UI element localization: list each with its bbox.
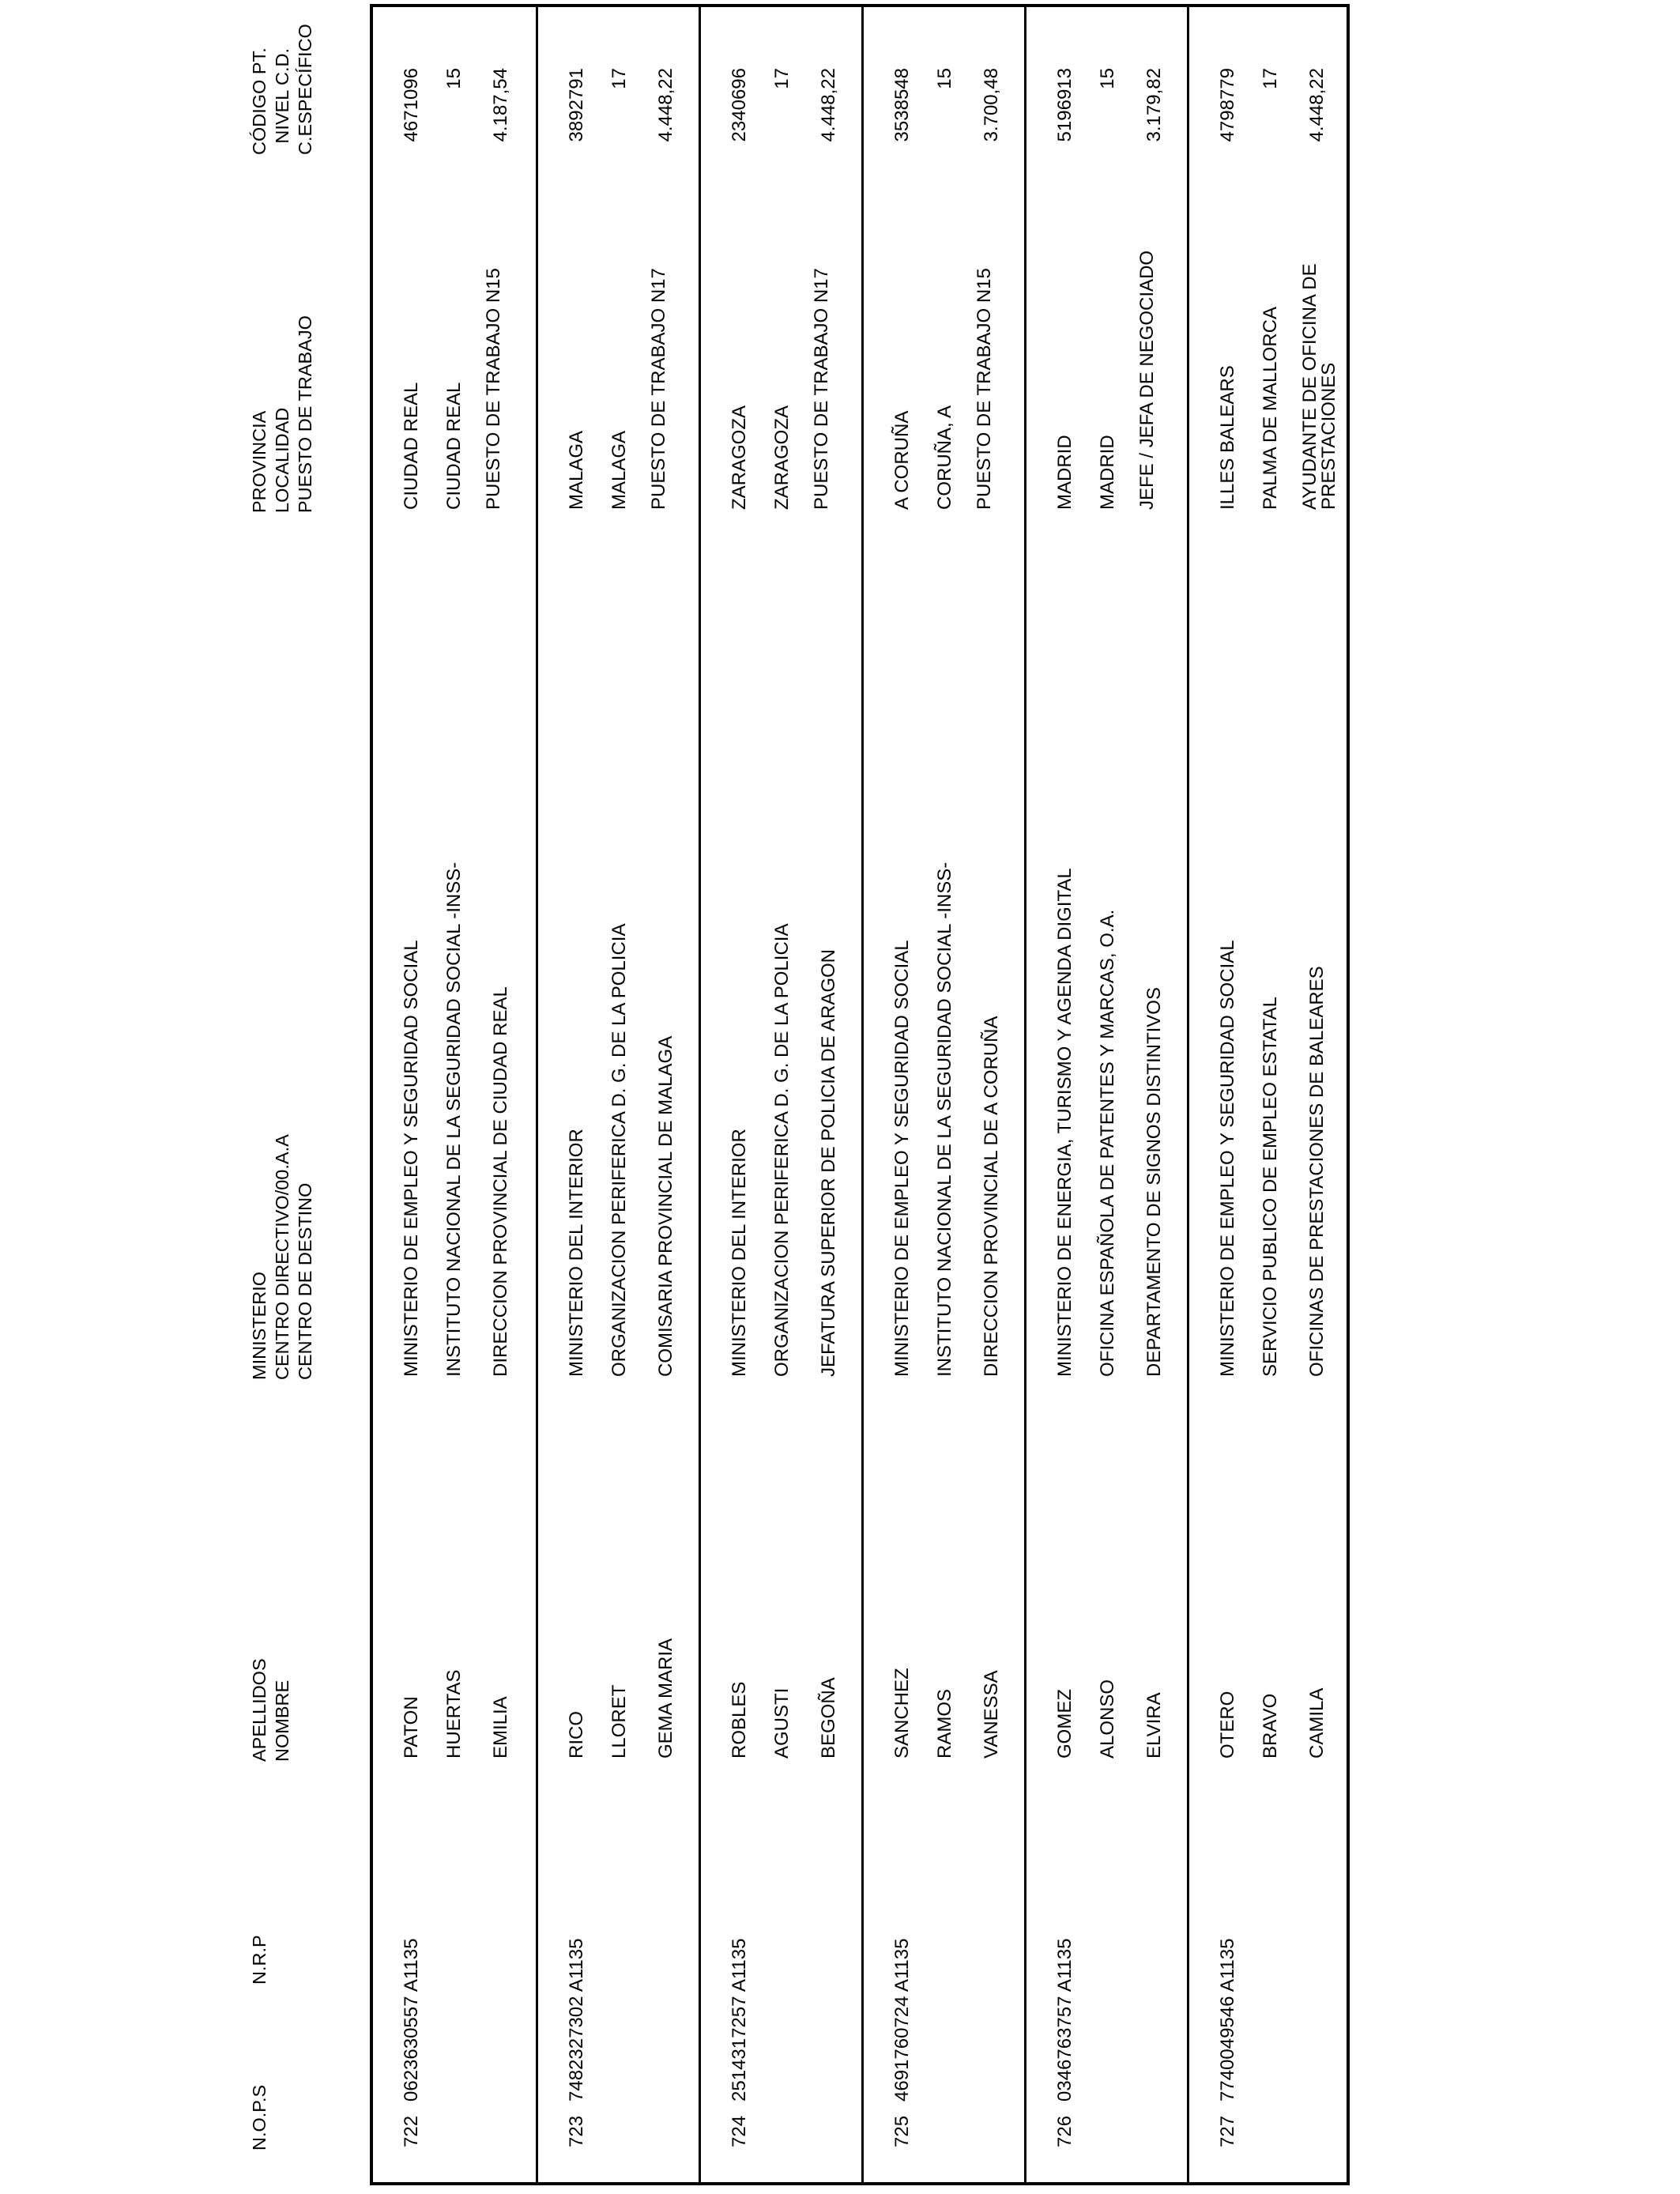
apellido2-cell: HUERTAS bbox=[443, 1669, 465, 1759]
header-especifico-label: C.ESPECÍFICO bbox=[295, 24, 315, 155]
centro-directivo-cell: INSTITUTO NACIONAL DE LA SEGURIDAD SOCIAL -INSS- bbox=[443, 861, 465, 1377]
ministerio-cell: MINISTERIO DE EMPLEO Y SEGURIDAD SOCIAL bbox=[891, 940, 913, 1377]
nops-cell: 725 bbox=[891, 2115, 913, 2147]
apellido2-cell: RAMOS bbox=[934, 1688, 955, 1759]
codigo-cell: 3538548 bbox=[891, 68, 913, 142]
localidad-cell: ZARAGOZA bbox=[771, 405, 793, 510]
apellido1-cell: OTERO bbox=[1217, 1691, 1238, 1759]
nivel-cell: 17 bbox=[771, 68, 793, 89]
localidad-cell: CIUDAD REAL bbox=[443, 382, 465, 510]
ministerio-cell: MINISTERIO DE EMPLEO Y SEGURIDAD SOCIAL bbox=[401, 940, 422, 1377]
puesto-cell: JEFE / JEFA DE NEGOCIADO bbox=[1136, 250, 1158, 510]
header-localidad-label: LOCALIDAD bbox=[272, 407, 292, 513]
nops-cell: 727 bbox=[1217, 2115, 1238, 2147]
header-codigo-label: CÓDIGO PT. bbox=[249, 47, 269, 155]
puesto-cell: PUESTO DE TRABAJO N17 bbox=[648, 268, 669, 510]
header-ministerio bbox=[248, 1134, 317, 1380]
provincia-cell: A CORUÑA bbox=[891, 410, 913, 510]
centro-directivo-cell: OFICINA ESPAÑOLA DE PATENTES Y MARCAS, O.A. bbox=[1097, 909, 1118, 1377]
nivel-cell: 17 bbox=[608, 68, 630, 89]
header-nrp bbox=[248, 1935, 271, 1985]
header-ministerio-label: MINISTERIO bbox=[249, 1271, 269, 1380]
provincia-cell: ZARAGOZA bbox=[729, 405, 750, 510]
nrp-cell: 4691760724 A1135 bbox=[891, 1938, 913, 2102]
nrp-cell: 7740049546 A1135 bbox=[1217, 1938, 1238, 2102]
centro-destino-cell: COMISARIA PROVINCIAL DE MALAGA bbox=[655, 1035, 676, 1377]
centro-destino-cell: JEFATURA SUPERIOR DE POLICIA DE ARAGON bbox=[818, 948, 839, 1377]
especifico-cell: 4.448,22 bbox=[655, 68, 676, 142]
ministerio-cell: MINISTERIO DEL INTERIOR bbox=[566, 1129, 587, 1377]
apellido1-cell: RICO bbox=[566, 1711, 587, 1759]
header-apellidos bbox=[248, 1658, 294, 1762]
nivel-cell: 15 bbox=[1097, 68, 1118, 89]
localidad-cell: MADRID bbox=[1097, 435, 1118, 510]
header-centro-directivo-label: CENTRO DIRECTIVO/00.A.A bbox=[272, 1134, 292, 1380]
especifico-cell: 4.448,22 bbox=[818, 68, 839, 142]
record-row bbox=[536, 7, 699, 2182]
localidad-cell: PALMA DE MALLORCA bbox=[1260, 307, 1281, 510]
record-row bbox=[699, 7, 861, 2182]
record-row bbox=[1187, 7, 1350, 2182]
apellido2-cell: LLORET bbox=[608, 1684, 630, 1759]
codigo-cell: 3892791 bbox=[566, 68, 587, 142]
ministerio-cell: MINISTERIO DE ENERGIA, TURISMO Y AGENDA DIGITAL bbox=[1054, 868, 1075, 1377]
centro-directivo-cell: SERVICIO PUBLICO DE EMPLEO ESTATAL bbox=[1260, 996, 1281, 1377]
codigo-cell: 5196913 bbox=[1054, 68, 1075, 142]
puesto-cell: AYUDANTE DE OFICINA DE PRESTACIONES bbox=[1299, 263, 1339, 510]
centro-destino-cell: OFICINAS DE PRESTACIONES DE BALEARES bbox=[1306, 966, 1328, 1377]
apellido1-cell: PATON bbox=[401, 1696, 422, 1759]
header-apellidos-label: APELLIDOS bbox=[249, 1658, 269, 1762]
nops-cell: 724 bbox=[729, 2115, 750, 2147]
centro-directivo-cell: ORGANIZACION PERIFERICA D. G. DE LA POLICIA bbox=[771, 923, 793, 1377]
nivel-cell: 15 bbox=[443, 68, 465, 89]
especifico-cell: 4.187,54 bbox=[490, 68, 511, 142]
apellido1-cell: SANCHEZ bbox=[891, 1668, 913, 1759]
header-nops bbox=[248, 2085, 271, 2151]
header-provincia-label: PROVINCIA bbox=[249, 410, 269, 513]
nivel-cell: 17 bbox=[1260, 68, 1281, 89]
puesto-cell: PUESTO DE TRABAJO N15 bbox=[483, 268, 504, 510]
centro-destino-cell: DIRECCION PROVINCIAL DE A CORUÑA bbox=[981, 1016, 1002, 1377]
nops-cell: 722 bbox=[401, 2115, 422, 2147]
header-provincia bbox=[248, 315, 317, 513]
header-nrp-label: N.R.P bbox=[249, 1935, 269, 1985]
especifico-cell: 4.448,22 bbox=[1306, 68, 1328, 142]
header-nombre-label: NOMBRE bbox=[272, 1679, 292, 1762]
nivel-cell: 15 bbox=[934, 68, 955, 89]
record-row bbox=[373, 7, 536, 2182]
nombre-cell: ELVIRA bbox=[1143, 1692, 1165, 1759]
provincia-cell: CIUDAD REAL bbox=[401, 382, 422, 510]
puesto-cell: PUESTO DE TRABAJO N15 bbox=[974, 268, 995, 510]
header-centro-destino-label: CENTRO DE DESTINO bbox=[295, 1182, 315, 1380]
nops-cell: 726 bbox=[1054, 2115, 1075, 2147]
centro-destino-cell: DEPARTAMENTO DE SIGNOS DISTINTIVOS bbox=[1143, 987, 1165, 1377]
apellido1-cell: ROBLES bbox=[729, 1681, 750, 1759]
provincia-cell: MALAGA bbox=[566, 430, 587, 510]
ministerio-cell: MINISTERIO DE EMPLEO Y SEGURIDAD SOCIAL bbox=[1217, 940, 1238, 1377]
nombre-cell: EMILIA bbox=[490, 1696, 511, 1759]
codigo-cell: 2340696 bbox=[729, 68, 750, 142]
nrp-cell: 0346763757 A1135 bbox=[1054, 1938, 1075, 2102]
apellido1-cell: GOMEZ bbox=[1054, 1689, 1075, 1759]
especifico-cell: 3.700,48 bbox=[981, 68, 1002, 142]
provincia-cell: MADRID bbox=[1054, 435, 1075, 510]
apellido2-cell: BRAVO bbox=[1260, 1693, 1281, 1759]
nombre-cell: GEMA MARIA bbox=[655, 1638, 676, 1759]
header-nivel-label: NIVEL C.D. bbox=[272, 48, 292, 144]
nombre-cell: VANESSA bbox=[981, 1670, 1002, 1759]
codigo-cell: 4671096 bbox=[401, 68, 422, 142]
provincia-cell: ILLES BALEARS bbox=[1217, 365, 1238, 510]
nombre-cell: CAMILA bbox=[1306, 1687, 1328, 1759]
localidad-cell: MALAGA bbox=[608, 430, 630, 510]
header-nops-label: N.O.P.S bbox=[249, 2084, 269, 2151]
apellido2-cell: ALONSO bbox=[1097, 1679, 1118, 1759]
codigo-cell: 4798779 bbox=[1217, 68, 1238, 142]
nrp-cell: 2514317257 A1135 bbox=[729, 1938, 750, 2102]
puesto-cell: PUESTO DE TRABAJO N17 bbox=[811, 268, 832, 510]
record-row bbox=[861, 7, 1024, 2182]
record-row bbox=[1024, 7, 1187, 2182]
centro-destino-cell: DIRECCION PROVINCIAL DE CIUDAD REAL bbox=[490, 986, 511, 1377]
nrp-cell: 0623630557 A1135 bbox=[401, 1938, 422, 2102]
header-codigo bbox=[248, 24, 317, 155]
header-puesto-label: PUESTO DE TRABAJO bbox=[295, 315, 315, 513]
especifico-cell: 3.179,82 bbox=[1143, 68, 1165, 142]
records-table bbox=[370, 4, 1350, 2185]
apellido2-cell: AGUSTI bbox=[771, 1687, 793, 1759]
localidad-cell: CORUÑA, A bbox=[934, 405, 955, 510]
centro-directivo-cell: INSTITUTO NACIONAL DE LA SEGURIDAD SOCIAL -INSS- bbox=[934, 861, 955, 1377]
centro-directivo-cell: ORGANIZACION PERIFERICA D. G. DE LA POLICIA bbox=[608, 923, 630, 1377]
nops-cell: 723 bbox=[566, 2115, 587, 2147]
ministerio-cell: MINISTERIO DEL INTERIOR bbox=[729, 1129, 750, 1377]
nrp-cell: 7482327302 A1135 bbox=[566, 1938, 587, 2102]
nombre-cell: BEGOÑA bbox=[818, 1677, 839, 1759]
